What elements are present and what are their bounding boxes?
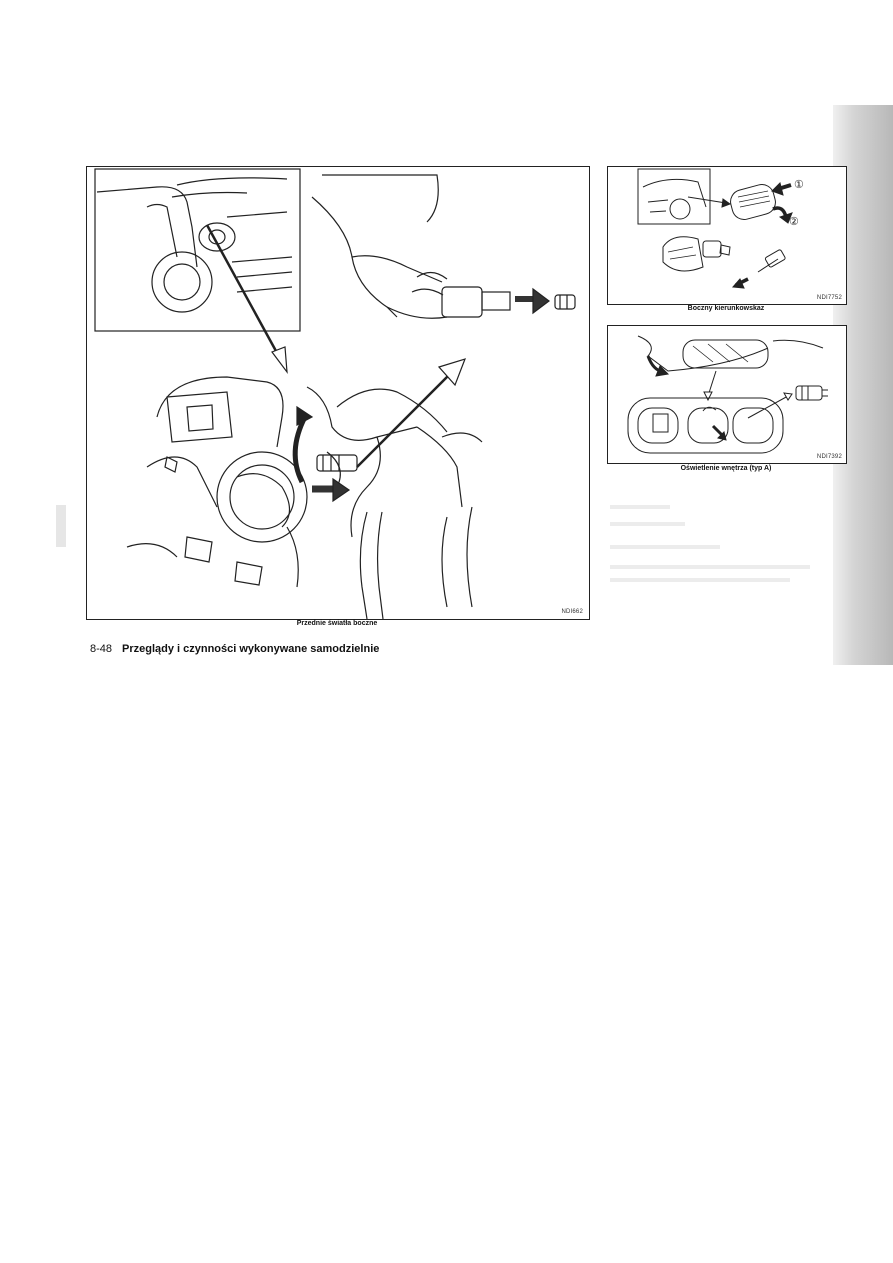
bleed-through-line (610, 505, 670, 509)
figure-interior-light (607, 325, 847, 464)
figure-front-side-lights (86, 166, 590, 620)
section-title: Przeglądy i czynności wykonywane samodzielnie (122, 643, 380, 655)
figure-caption: Oświetlenie wnętrza (typ A) (680, 465, 772, 472)
figure-code: NDI7392 (816, 454, 842, 460)
callout-2: ② (789, 216, 799, 228)
figure-side-indicator (607, 166, 847, 305)
callout-1: ① (794, 179, 804, 191)
margin-mark (56, 505, 66, 547)
figure-code: NDI662 (561, 609, 583, 615)
front-side-lights-illustration (87, 167, 589, 619)
figure-caption: Przednie światła boczne (296, 620, 378, 627)
side-indicator-illustration (608, 167, 846, 304)
bleed-through-line (610, 545, 720, 549)
page-number: 8-48 (90, 643, 113, 655)
figure-caption: Boczny kierunkowskaz (687, 305, 765, 312)
interior-light-illustration (608, 326, 846, 463)
bleed-through-line (610, 565, 810, 569)
bleed-through-line (610, 522, 685, 526)
figure-code: NDI7752 (816, 295, 842, 301)
bleed-through-line (610, 578, 790, 582)
